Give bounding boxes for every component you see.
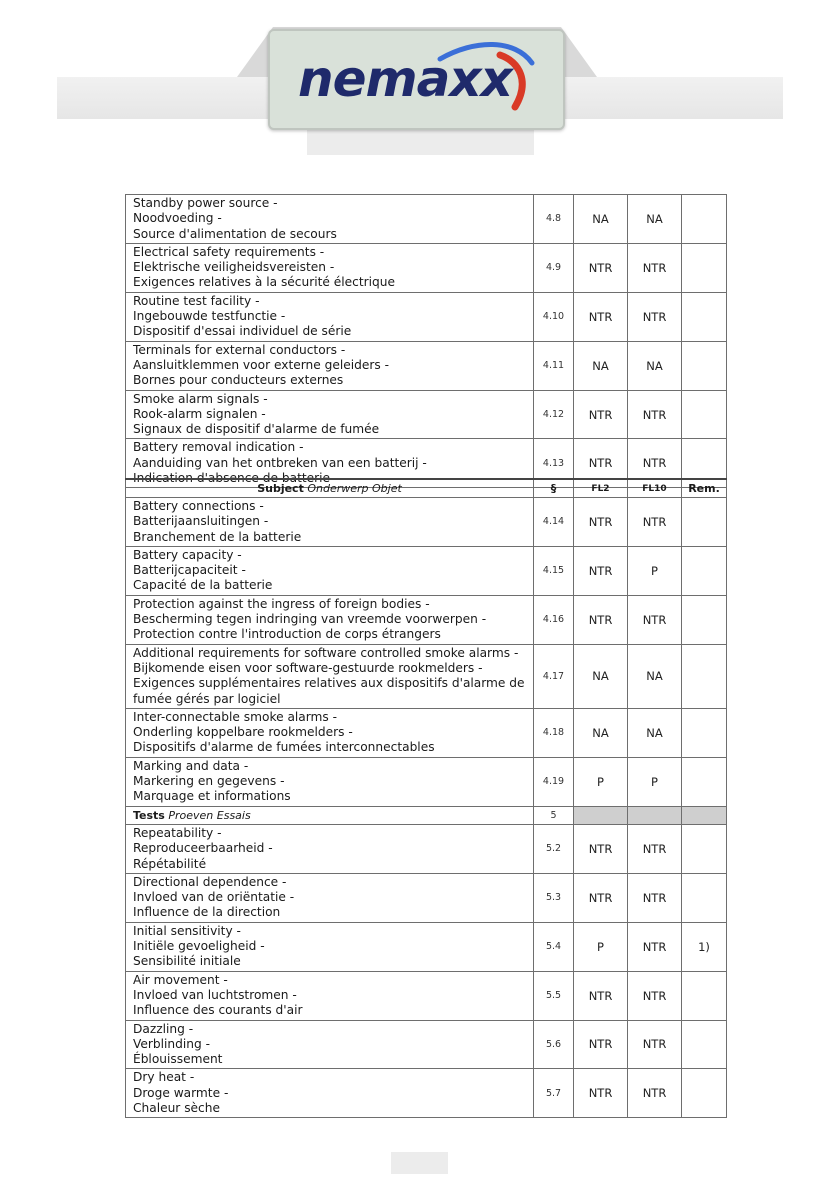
subject-line: Onderling koppelbare rookmelders -: [133, 725, 353, 740]
subject-line: Rook-alarm signalen -: [133, 406, 266, 421]
subject-line: Reproduceerbaarheid -: [133, 841, 273, 856]
subject-line: Verblinding -: [133, 1036, 210, 1051]
table-row: [126, 195, 727, 244]
row-section: 4.9: [534, 243, 574, 292]
row-section: 4.19: [534, 757, 574, 806]
subject-line: Additional requirements for software controlled smoke alarms -: [133, 645, 519, 660]
table-row: [126, 757, 727, 806]
tests-section: 5: [534, 806, 574, 824]
subject-line: Battery capacity -: [133, 547, 242, 562]
subject-line: Electrical safety requirements -: [133, 244, 325, 259]
subject-line: Initial sensitivity -: [133, 923, 241, 938]
subject-line: Exigences relatives à la sécurité électrique: [133, 275, 395, 290]
row-fl2: NTR: [574, 873, 628, 922]
subject-line: Aanduiding van het ontbreken van een batterij -: [133, 455, 427, 470]
subject-line: Terminals for external conductors -: [133, 342, 346, 357]
row-section: 4.13: [534, 439, 574, 488]
subject-line: Source d'alimentation de secours: [133, 226, 337, 241]
row-remark: 1): [682, 922, 727, 971]
subject-line: Sensibilité initiale: [133, 954, 241, 969]
subject-line: Invloed van luchtstromen -: [133, 987, 297, 1002]
subject-line: Batterijaansluitingen -: [133, 514, 269, 529]
subject-line: Invloed van de oriëntatie -: [133, 890, 295, 905]
row-fl2: NA: [574, 195, 628, 244]
row-section: 4.8: [534, 195, 574, 244]
row-section: 5.4: [534, 922, 574, 971]
table-row: [126, 498, 727, 547]
tests-empty-cell: [574, 806, 628, 824]
row-fl2: NA: [574, 708, 628, 757]
table-row: [126, 971, 727, 1020]
row-section: 5.3: [534, 873, 574, 922]
subject-line: Battery connections -: [133, 499, 264, 513]
logo: [268, 29, 565, 130]
row-fl2: NA: [574, 341, 628, 390]
table-row: [126, 644, 727, 708]
row-fl10: NA: [628, 195, 682, 244]
row-section: 4.18: [534, 708, 574, 757]
row-section: 5.5: [534, 971, 574, 1020]
row-remark: [682, 644, 727, 708]
row-remark: [682, 873, 727, 922]
subject-line: Influence des courants d'air: [133, 1003, 303, 1018]
table-row: [126, 708, 727, 757]
header-section: §: [534, 479, 574, 498]
row-remark: [682, 971, 727, 1020]
subject-line: Dazzling -: [133, 1021, 194, 1036]
subject-line: Droge warmte -: [133, 1085, 229, 1100]
row-remark: [682, 341, 727, 390]
table-row: [126, 873, 727, 922]
row-subject: [126, 922, 534, 971]
row-fl2: NTR: [574, 390, 628, 439]
table-row: [126, 1020, 727, 1069]
row-fl2: NTR: [574, 439, 628, 488]
subject-line: Marking and data -: [133, 758, 249, 773]
row-remark: [682, 708, 727, 757]
row-fl10: NTR: [628, 243, 682, 292]
row-subject: [126, 390, 534, 439]
row-fl10: NTR: [628, 390, 682, 439]
row-remark: [682, 390, 727, 439]
table-header-row: [126, 479, 727, 498]
subject-line: Protection contre l'introduction de corps étrangers: [133, 627, 441, 642]
row-fl2: P: [574, 922, 628, 971]
row-subject: [126, 195, 534, 244]
subject-line: Marquage et informations: [133, 789, 291, 804]
header-fl2: FL2: [574, 479, 628, 498]
page-number-box: [391, 1152, 448, 1174]
subject-line: Exigences supplémentaires relatives aux dispositifs d'alarme de: [133, 676, 525, 691]
row-subject: [126, 1069, 534, 1118]
row-section: 5.7: [534, 1069, 574, 1118]
subject-line: Inter-connectable smoke alarms -: [133, 709, 338, 724]
subject-line: Éblouissement: [133, 1052, 223, 1067]
subject-line: Battery removal indication -: [133, 440, 304, 455]
row-fl2: NTR: [574, 971, 628, 1020]
subject-line: Bescherming tegen indringing van vreemde voorwerpen -: [133, 612, 487, 627]
subject-line: Répétabilité: [133, 856, 207, 871]
row-fl2: NA: [574, 644, 628, 708]
subject-line: Influence de la direction: [133, 905, 281, 920]
row-fl10: NA: [628, 341, 682, 390]
row-remark: [682, 546, 727, 595]
subject-line: Dry heat -: [133, 1070, 195, 1085]
tests-empty-cell: [682, 806, 727, 824]
row-fl10: P: [628, 757, 682, 806]
row-remark: [682, 195, 727, 244]
row-section: 4.15: [534, 546, 574, 595]
row-fl10: NTR: [628, 292, 682, 341]
subject-line: Chaleur sèche: [133, 1100, 220, 1115]
logo-text: nemaxx: [298, 50, 512, 108]
table-row: [126, 292, 727, 341]
subject-line: Routine test facility -: [133, 293, 260, 308]
table-row: [126, 390, 727, 439]
row-fl2: NTR: [574, 824, 628, 873]
table-row: [126, 243, 727, 292]
row-subject: [126, 824, 534, 873]
subject-line: Markering en gegevens -: [133, 774, 285, 789]
subject-line: Smoke alarm signals -: [133, 391, 268, 406]
row-fl2: NTR: [574, 243, 628, 292]
row-fl2: NTR: [574, 292, 628, 341]
row-fl10: NTR: [628, 439, 682, 488]
subject-line: Signaux de dispositif d'alarme de fumée: [133, 422, 380, 437]
row-subject: [126, 243, 534, 292]
row-fl10: NTR: [628, 498, 682, 547]
table-row: [126, 595, 727, 644]
tests-section-row: [126, 806, 727, 824]
row-section: 4.10: [534, 292, 574, 341]
table-row: [126, 922, 727, 971]
row-remark: [682, 757, 727, 806]
subject-line: Dispositifs d'alarme de fumées interconnectables: [133, 740, 435, 755]
row-remark: [682, 1069, 727, 1118]
row-section: 4.12: [534, 390, 574, 439]
row-fl2: NTR: [574, 546, 628, 595]
subject-line: Air movement -: [133, 972, 228, 987]
row-section: 4.14: [534, 498, 574, 547]
tests-empty-cell: [628, 806, 682, 824]
row-subject: [126, 873, 534, 922]
subject-line: fumée gérés par logiciel: [133, 691, 281, 706]
row-remark: [682, 595, 727, 644]
subject-line: Batterijcapaciteit -: [133, 563, 246, 578]
table-row: [126, 341, 727, 390]
table-row: [126, 1069, 727, 1118]
row-subject: [126, 595, 534, 644]
row-section: 5.2: [534, 824, 574, 873]
row-remark: [682, 824, 727, 873]
row-fl2: NTR: [574, 1020, 628, 1069]
row-subject: [126, 341, 534, 390]
subject-line: Repeatability -: [133, 825, 222, 840]
subject-line: Bornes pour conducteurs externes: [133, 373, 344, 388]
subject-line: Protection against the ingress of foreign bodies -: [133, 596, 430, 611]
subject-line: Noodvoeding -: [133, 211, 222, 226]
subject-line: Capacité de la batterie: [133, 578, 273, 593]
row-subject: [126, 546, 534, 595]
table-row: [126, 546, 727, 595]
row-section: 4.11: [534, 341, 574, 390]
row-fl2: NTR: [574, 498, 628, 547]
row-subject: [126, 498, 534, 547]
row-subject: [126, 292, 534, 341]
row-fl10: NTR: [628, 971, 682, 1020]
row-remark: [682, 498, 727, 547]
row-fl10: NTR: [628, 922, 682, 971]
subject-line: Elektrische veiligheidsvereisten -: [133, 260, 335, 275]
row-remark: [682, 243, 727, 292]
row-fl10: NTR: [628, 595, 682, 644]
subject-line: Bijkomende eisen voor software-gestuurde rookmelders -: [133, 660, 483, 675]
row-section: 4.17: [534, 644, 574, 708]
subject-line: Branchement de la batterie: [133, 529, 302, 544]
row-subject: [126, 708, 534, 757]
subject-line: Ingebouwde testfunctie -: [133, 309, 286, 324]
row-remark: [682, 1020, 727, 1069]
row-fl10: P: [628, 546, 682, 595]
requirements-table-main: [125, 478, 727, 1118]
row-fl2: NTR: [574, 595, 628, 644]
header-remarks: Rem.: [682, 479, 727, 498]
row-fl10: NTR: [628, 1020, 682, 1069]
subject-line: Indication d'absence de batterie: [133, 471, 331, 486]
row-subject: [126, 644, 534, 708]
row-fl2: P: [574, 757, 628, 806]
row-subject: [126, 757, 534, 806]
row-fl10: NA: [628, 708, 682, 757]
row-fl10: NTR: [628, 1069, 682, 1118]
row-section: 5.6: [534, 1020, 574, 1069]
subject-line: Dispositif d'essai individuel de série: [133, 324, 352, 339]
subject-line: Standby power source -: [133, 196, 278, 210]
row-section: 4.16: [534, 595, 574, 644]
subject-line: Directional dependence -: [133, 874, 287, 889]
row-fl10: NTR: [628, 824, 682, 873]
row-subject: [126, 1020, 534, 1069]
subject-line: Initiële gevoeligheid -: [133, 939, 265, 954]
requirements-table-top: [125, 194, 727, 488]
header-subject: Subject Onderwerp Objet: [126, 479, 534, 498]
row-fl10: NA: [628, 644, 682, 708]
row-fl2: NTR: [574, 1069, 628, 1118]
header-fl10: FL10: [628, 479, 682, 498]
row-remark: [682, 292, 727, 341]
row-subject: [126, 971, 534, 1020]
row-fl10: NTR: [628, 873, 682, 922]
table-row: [126, 824, 727, 873]
tests-label: Tests Proeven Essais: [126, 806, 534, 824]
subject-line: Aansluitklemmen voor externe geleiders -: [133, 357, 389, 372]
